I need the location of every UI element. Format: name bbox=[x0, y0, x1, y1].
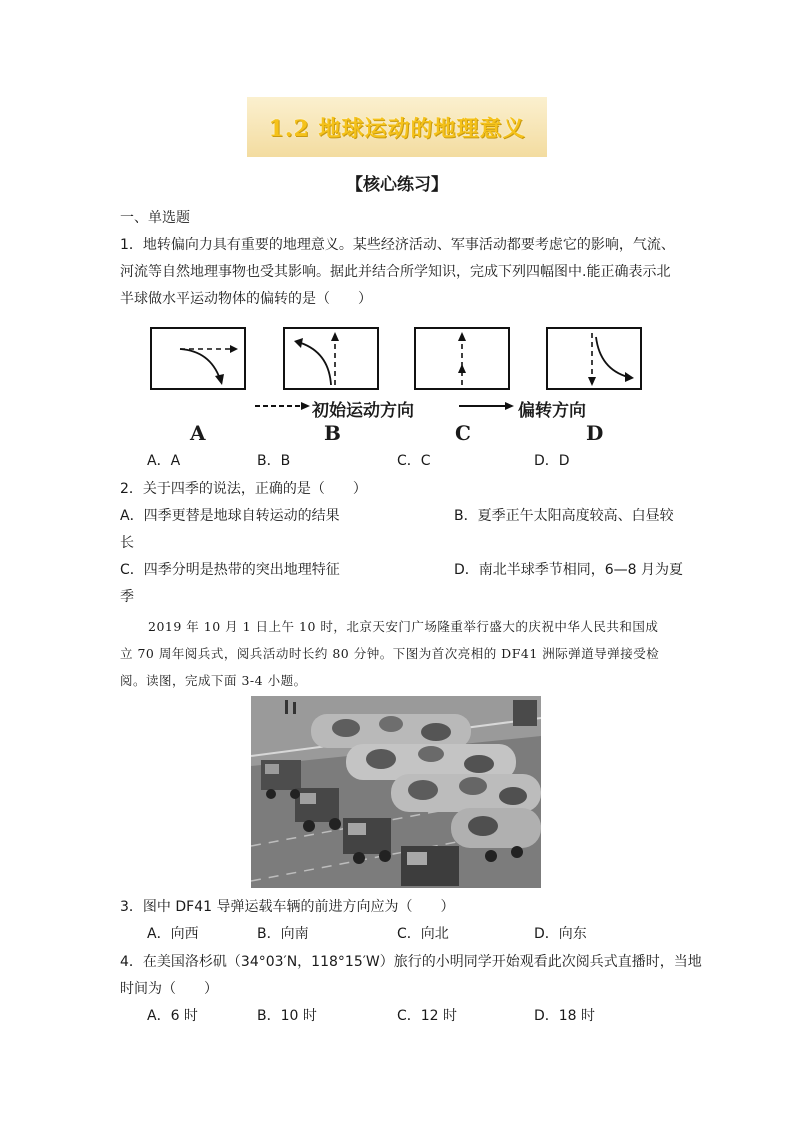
panel-letter-b: B bbox=[324, 421, 341, 445]
q1-line-1: 1．地转偏向力具有重要的地理意义。某些经济活动、军事活动都要考虑它的影响，气流、 bbox=[120, 237, 675, 253]
q2-stem: 2．关于四季的说法，正确的是（ ） bbox=[120, 481, 367, 497]
q1-option-c: C．C bbox=[397, 453, 431, 469]
panel-d-arrows bbox=[548, 329, 640, 388]
panel-a bbox=[150, 327, 246, 390]
panel-b-arrows bbox=[285, 329, 377, 388]
panel-letter-a: A bbox=[190, 421, 206, 445]
panel-a-arrows bbox=[152, 329, 244, 388]
legend-solid-arrow bbox=[457, 398, 517, 414]
legend-dashed-arrow bbox=[253, 398, 313, 414]
panel-c-arrows bbox=[416, 329, 508, 388]
panel-letter-d: D bbox=[586, 421, 604, 445]
q1-option-d: D．D bbox=[534, 453, 570, 469]
q4-option-c: C．12 时 bbox=[397, 1008, 458, 1024]
section-heading: 【核心练习】 bbox=[346, 175, 448, 195]
panel-c bbox=[414, 327, 510, 390]
q4-option-a: A．6 时 bbox=[147, 1008, 198, 1024]
q4-option-d: D．18 时 bbox=[534, 1008, 596, 1024]
q1-line-3: 半球做水平运动物体的偏转的是（ ） bbox=[120, 291, 372, 307]
q1-option-b: B．B bbox=[257, 453, 291, 469]
parade-photo-illustration bbox=[251, 696, 541, 888]
passage-line-1: 2019 年 10 月 1 日上午 10 时，北京天安门广场隆重举行盛大的庆祝中华人民共和国成 bbox=[148, 619, 659, 634]
q2-option-b: B．夏季正午太阳高度较高、白昼较 bbox=[454, 508, 674, 524]
q3-stem: 3．图中 DF41 导弹运载车辆的前进方向应为（ ） bbox=[120, 899, 455, 915]
q4-option-b: B．10 时 bbox=[257, 1008, 317, 1024]
q2-option-b-cont: 长 bbox=[120, 535, 134, 551]
page-title: 1.2 地球运动的地理意义 bbox=[268, 115, 526, 142]
q3-option-a: A．向西 bbox=[147, 926, 199, 942]
panel-d bbox=[546, 327, 642, 390]
q4-line-1: 4．在美国洛杉矶（34°03′N，118°15′W）旅行的小明同学开始观看此次阅兵式直播时，当地 bbox=[120, 954, 702, 970]
q1-line-2: 河流等自然地理事物也受其影响。据此并结合所学知识，完成下列四幅图中.能正确表示北 bbox=[120, 264, 671, 280]
part-heading: 一、单选题 bbox=[120, 210, 190, 226]
q4-line-2: 时间为（ ） bbox=[120, 981, 218, 997]
q3-option-c: C．向北 bbox=[397, 926, 449, 942]
passage-line-2: 立 70 周年阅兵式，阅兵活动时长约 80 分钟。下图为首次亮相的 DF41 洲际弹道导弹接受检 bbox=[120, 646, 660, 661]
q2-option-d: D．南北半球季节相同，6—8 月为夏 bbox=[454, 562, 684, 578]
legend-deflect-label: 偏转方向 bbox=[518, 401, 586, 421]
q2-option-a: A．四季更替是地球自转运动的结果 bbox=[120, 508, 340, 524]
passage-line-3: 阅。读图，完成下面 3-4 小题。 bbox=[120, 673, 307, 688]
q3-option-b: B．向南 bbox=[257, 926, 309, 942]
q2-option-d-cont: 季 bbox=[120, 589, 134, 605]
q1-option-a: A．A bbox=[147, 453, 181, 469]
parade-photo bbox=[251, 696, 541, 888]
title-banner bbox=[247, 97, 547, 157]
panel-letter-c: C bbox=[455, 421, 471, 445]
q2-option-c: C．四季分明是热带的突出地理特征 bbox=[120, 562, 340, 578]
legend-initial-label: 初始运动方向 bbox=[312, 401, 414, 421]
q3-option-d: D．向东 bbox=[534, 926, 587, 942]
panel-b bbox=[283, 327, 379, 390]
